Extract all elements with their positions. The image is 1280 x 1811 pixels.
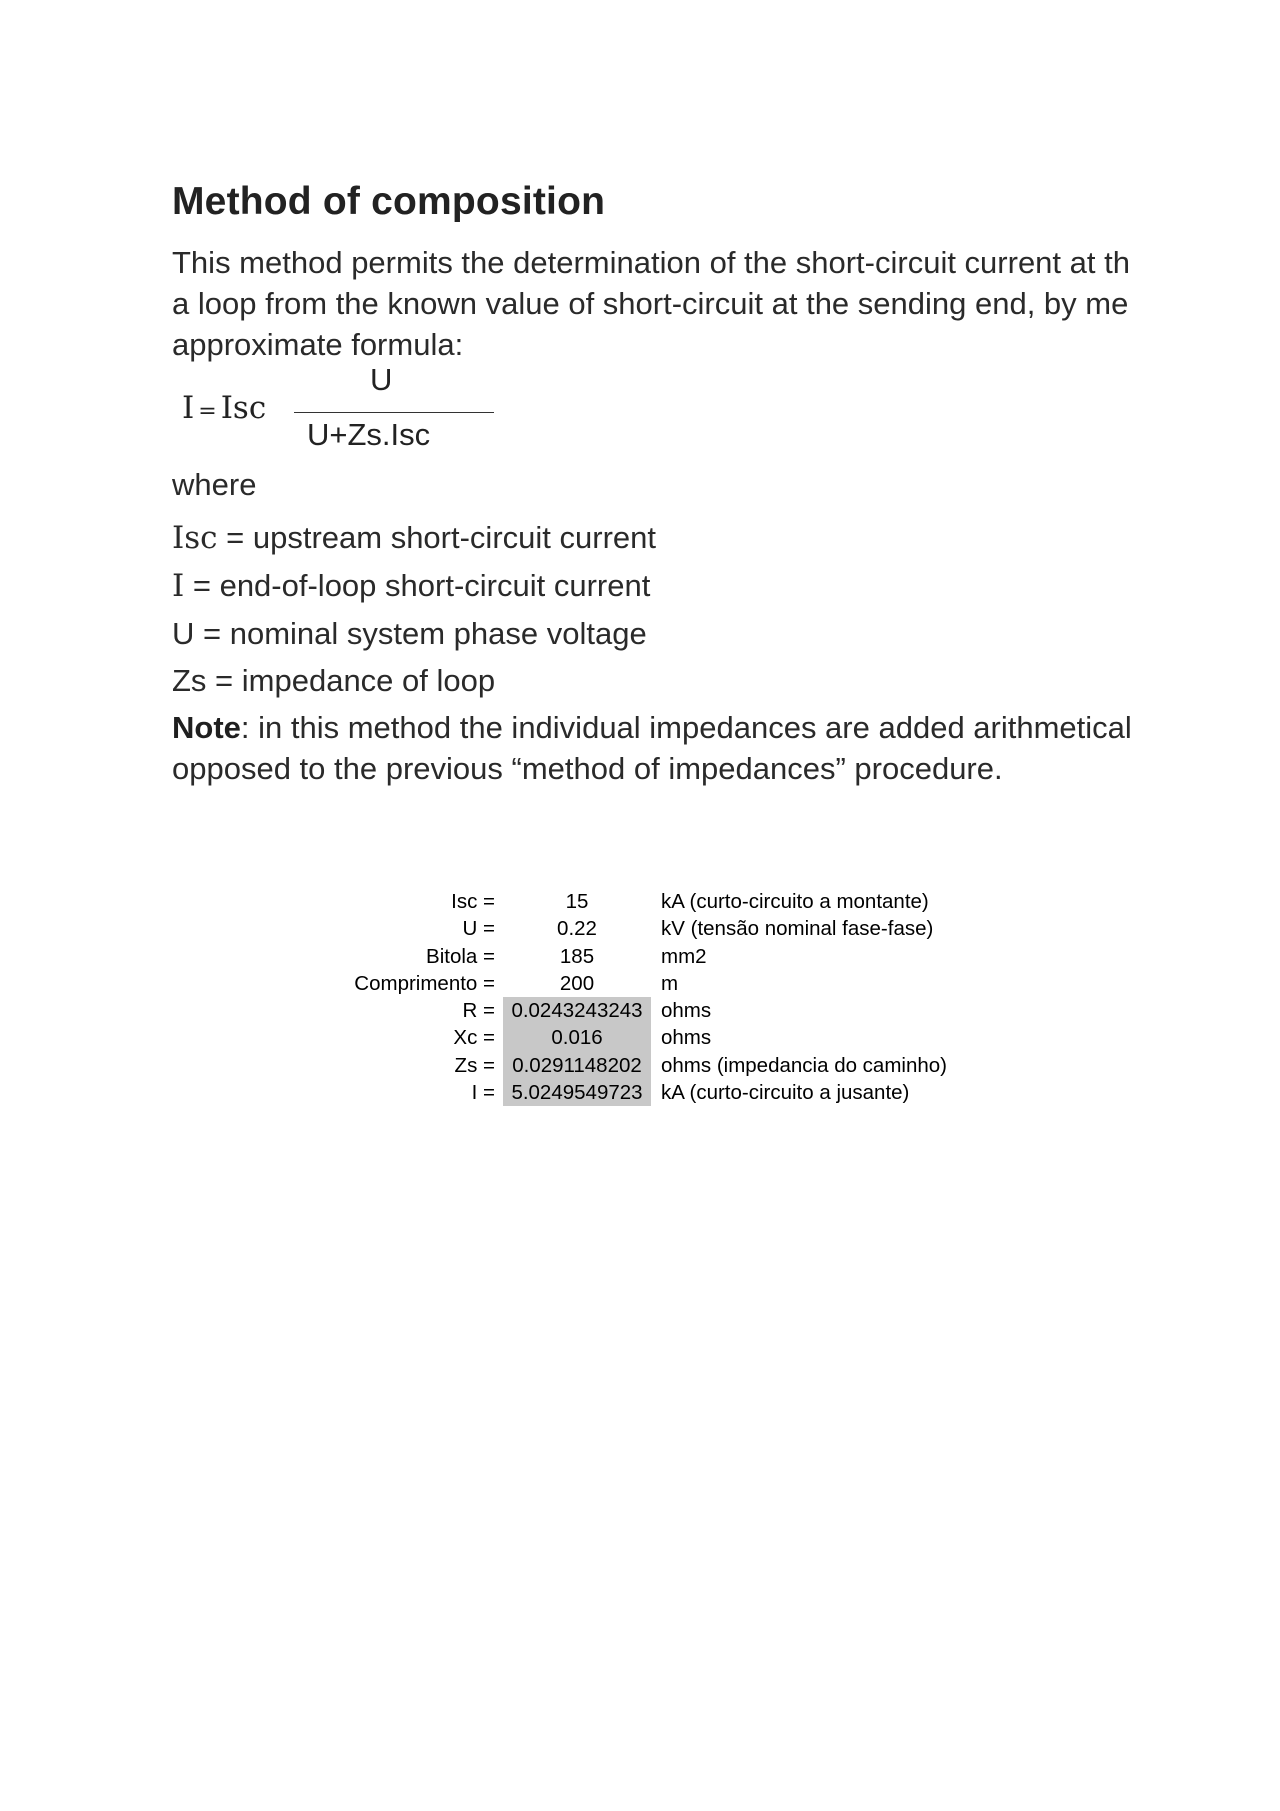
cell-label[interactable]: I =: [471, 1081, 495, 1105]
definition-symbol: U: [172, 616, 195, 651]
formula-equals: =: [198, 399, 217, 424]
where-label: where: [172, 467, 257, 502]
note-text: : in this method the individual impedances are added arithmetical: [240, 710, 1132, 745]
cell-label[interactable]: R =: [462, 999, 495, 1023]
cell-label[interactable]: Xc =: [453, 1026, 495, 1050]
formula-numerator: U: [370, 362, 393, 397]
formula-factor: Isc: [220, 390, 267, 426]
cell-unit[interactable]: kV (tensão nominal fase-fase): [661, 917, 934, 941]
definition-text: = end-of-loop short-circuit current: [184, 568, 651, 603]
definition-symbol: Zs: [172, 663, 207, 698]
intro-line: approximate formula:: [172, 327, 464, 362]
intro-line: This method permits the determination of the short-circuit current at th: [172, 245, 1130, 280]
cell-unit[interactable]: ohms (impedancia do caminho): [661, 1053, 947, 1077]
cell-unit[interactable]: mm2: [661, 944, 707, 968]
definition-symbol: I: [172, 568, 185, 604]
definition-item: [172, 657, 656, 704]
definition-text: = upstream short-circuit current: [217, 520, 656, 555]
cell-label[interactable]: Zs =: [454, 1053, 495, 1077]
definition-text: = nominal system phase voltage: [194, 616, 647, 651]
cell-label[interactable]: Bitola =: [426, 944, 495, 968]
cell-unit[interactable]: kA (curto-circuito a montante): [661, 890, 929, 913]
cell-unit[interactable]: ohms: [661, 999, 712, 1023]
note-label: Note: [172, 710, 241, 745]
formula-denominator: U+Zs.Isc: [307, 417, 431, 452]
cell-label[interactable]: Comprimento =: [354, 971, 495, 995]
definition-item: [172, 562, 656, 610]
definition-text: = impedance of loop: [206, 663, 496, 698]
cell-value-computed[interactable]: 0.0243243243: [503, 997, 651, 1024]
note-paragraph: [172, 707, 1132, 789]
definition-symbol: Isc: [172, 520, 218, 556]
intro-line: a loop from the known value of short-circuit at the sending end, by me: [172, 286, 1129, 321]
cell-unit[interactable]: m: [661, 971, 679, 995]
formula-lhs: [182, 390, 266, 426]
cell-value[interactable]: 0.22: [557, 917, 597, 941]
intro-paragraph: [172, 242, 1130, 365]
note-line: [172, 707, 1132, 748]
cell-value-computed[interactable]: 0.016: [503, 1024, 651, 1051]
cell-value-computed[interactable]: 0.0291148202: [503, 1052, 651, 1079]
definition-item: [172, 514, 656, 562]
note-line: opposed to the previous “method of impedances” procedure.: [172, 751, 1003, 786]
cell-value[interactable]: 185: [559, 944, 595, 968]
cell-unit[interactable]: kA (curto-circuito a jusante): [661, 1081, 910, 1105]
definition-item: [172, 610, 656, 657]
cell-label[interactable]: Isc =: [451, 890, 495, 913]
document-title: Method of composition: [172, 180, 606, 223]
cell-label[interactable]: U =: [462, 917, 495, 941]
embedded-document-image: [172, 180, 1280, 800]
formula: [182, 362, 502, 452]
definitions-list: [172, 514, 656, 704]
cell-value[interactable]: 15: [565, 890, 589, 913]
cell-value[interactable]: 200: [559, 971, 595, 995]
cell-value-computed[interactable]: 5.0249549723: [503, 1079, 651, 1106]
cell-unit[interactable]: ohms: [661, 1026, 712, 1050]
formula-fraction-bar: [294, 412, 494, 413]
formula-result-symbol: I: [182, 390, 195, 426]
